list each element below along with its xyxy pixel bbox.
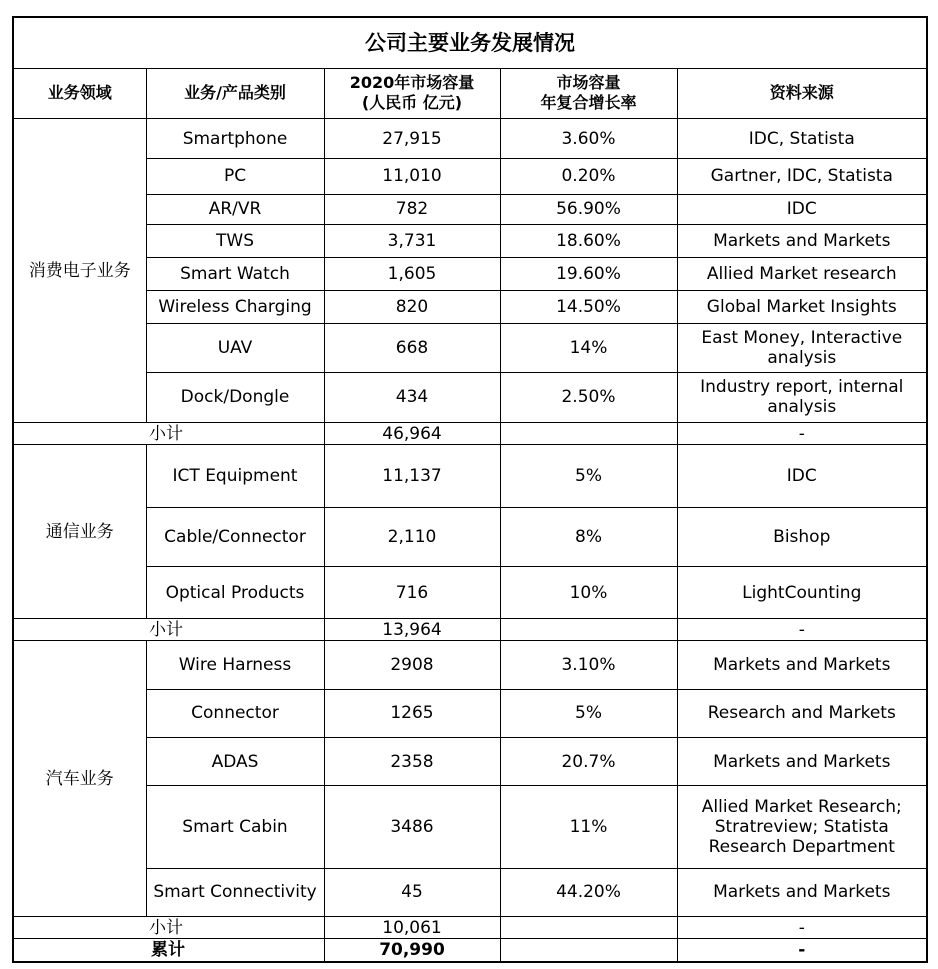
header-category: 业务/产品类别 — [146, 68, 324, 118]
table-row — [13, 257, 927, 290]
capacity-cell: 2358 — [324, 737, 500, 785]
capacity-cell: 782 — [324, 194, 500, 224]
cagr-cell: 14.50% — [500, 291, 677, 324]
capacity-cell: 820 — [324, 291, 500, 324]
category-cell: ICT Equipment — [146, 445, 324, 507]
table-row — [13, 194, 927, 224]
capacity-cell: 3486 — [324, 786, 500, 869]
total-label-text: 累计 — [151, 940, 185, 961]
cagr-cell: 20.7% — [500, 737, 677, 785]
source-cell: Gartner, IDC, Statista — [677, 159, 927, 194]
header-source: 资料来源 — [677, 68, 927, 118]
subtotal-capacity: 46,964 — [324, 423, 500, 445]
table-title-row — [13, 17, 927, 68]
subtotal-label-text: 小计 — [149, 917, 183, 938]
header-capacity-line2: (人民币 亿元) — [361, 93, 463, 113]
source-cell: Bishop — [677, 507, 927, 566]
source-cell: Global Market Insights — [677, 291, 927, 324]
subtotal-row — [13, 423, 927, 445]
source-cell: IDC, Statista — [677, 119, 927, 159]
category-cell: Connector — [146, 689, 324, 737]
source-cell: East Money, Interactive analysis — [677, 324, 927, 372]
category-cell: Cable/Connector — [146, 507, 324, 566]
capacity-cell: 716 — [324, 566, 500, 618]
table-row — [13, 689, 927, 737]
category-cell: AR/VR — [146, 194, 324, 224]
subtotal-cagr-empty — [500, 619, 677, 641]
table-row — [13, 566, 927, 618]
category-cell: Smart Cabin — [146, 786, 324, 869]
source-cell: IDC — [677, 445, 927, 507]
capacity-cell: 1265 — [324, 689, 500, 737]
capacity-cell: 45 — [324, 868, 500, 916]
cagr-cell: 11% — [500, 786, 677, 869]
cagr-cell: 56.90% — [500, 194, 677, 224]
category-cell: Wireless Charging — [146, 291, 324, 324]
total-cagr-empty — [500, 939, 677, 962]
cagr-cell: 0.20% — [500, 159, 677, 194]
subtotal-cagr-empty — [500, 423, 677, 445]
source-cell: Markets and Markets — [677, 737, 927, 785]
source-cell: IDC — [677, 194, 927, 224]
source-cell: Markets and Markets — [677, 868, 927, 916]
table-row — [13, 641, 927, 689]
total-label — [13, 939, 324, 962]
cagr-cell: 5% — [500, 689, 677, 737]
category-cell: ADAS — [146, 737, 324, 785]
subtotal-source: - — [677, 619, 927, 641]
header-capacity-line1: 2020年市场容量 — [349, 73, 475, 93]
segment-name: 消费电子业务 — [13, 119, 146, 423]
business-development-table — [12, 16, 928, 963]
category-cell: Optical Products — [146, 566, 324, 618]
table-row — [13, 159, 927, 194]
category-cell: Dock/Dongle — [146, 372, 324, 422]
source-cell: Research and Markets — [677, 689, 927, 737]
cagr-cell: 18.60% — [500, 224, 677, 257]
table-row — [13, 868, 927, 916]
source-cell: LightCounting — [677, 566, 927, 618]
cagr-cell: 3.60% — [500, 119, 677, 159]
source-cell: Allied Market Research; Stratreview; Statista Research Department — [677, 786, 927, 869]
total-row — [13, 939, 927, 962]
cagr-cell: 14% — [500, 324, 677, 372]
table-row — [13, 324, 927, 372]
capacity-cell: 11,137 — [324, 445, 500, 507]
cagr-cell: 3.10% — [500, 641, 677, 689]
table-title: 公司主要业务发展情况 — [13, 17, 927, 68]
subtotal-label — [13, 917, 324, 939]
subtotal-source: - — [677, 917, 927, 939]
subtotal-label-text: 小计 — [149, 423, 183, 444]
capacity-cell: 434 — [324, 372, 500, 422]
category-cell: Smart Watch — [146, 257, 324, 290]
cagr-cell: 10% — [500, 566, 677, 618]
table-row — [13, 507, 927, 566]
capacity-cell: 27,915 — [324, 119, 500, 159]
table-row — [13, 119, 927, 159]
category-cell: UAV — [146, 324, 324, 372]
subtotal-capacity: 13,964 — [324, 619, 500, 641]
subtotal-label — [13, 619, 324, 641]
category-cell: Smartphone — [146, 119, 324, 159]
subtotal-capacity: 10,061 — [324, 917, 500, 939]
subtotal-label — [13, 423, 324, 445]
subtotal-row — [13, 619, 927, 641]
table-row — [13, 291, 927, 324]
table-row — [13, 786, 927, 869]
total-capacity: 70,990 — [324, 939, 500, 962]
header-cagr — [500, 68, 677, 118]
cagr-cell: 5% — [500, 445, 677, 507]
source-cell: Markets and Markets — [677, 641, 927, 689]
segment-name: 汽车业务 — [13, 641, 146, 917]
cagr-cell: 44.20% — [500, 868, 677, 916]
cagr-cell: 19.60% — [500, 257, 677, 290]
subtotal-label-text: 小计 — [149, 619, 183, 640]
capacity-cell: 668 — [324, 324, 500, 372]
subtotal-row — [13, 917, 927, 939]
source-cell: Allied Market research — [677, 257, 927, 290]
capacity-cell: 11,010 — [324, 159, 500, 194]
cagr-cell: 2.50% — [500, 372, 677, 422]
cagr-cell: 8% — [500, 507, 677, 566]
capacity-cell: 2,110 — [324, 507, 500, 566]
capacity-cell: 3,731 — [324, 224, 500, 257]
table-row — [13, 445, 927, 507]
category-cell: Smart Connectivity — [146, 868, 324, 916]
source-cell: Markets and Markets — [677, 224, 927, 257]
table-row — [13, 737, 927, 785]
subtotal-cagr-empty — [500, 917, 677, 939]
capacity-cell: 1,605 — [324, 257, 500, 290]
capacity-cell: 2908 — [324, 641, 500, 689]
total-source: - — [677, 939, 927, 962]
header-cagr-line1: 市场容量 — [556, 73, 621, 93]
table-row — [13, 224, 927, 257]
header-capacity — [324, 68, 500, 118]
subtotal-source: - — [677, 423, 927, 445]
category-cell: Wire Harness — [146, 641, 324, 689]
header-row — [13, 68, 927, 118]
header-cagr-line2: 年复合增长率 — [540, 93, 637, 113]
table-row — [13, 372, 927, 422]
header-domain: 业务领域 — [13, 68, 146, 118]
source-cell: Industry report, internal analysis — [677, 372, 927, 422]
category-cell: PC — [146, 159, 324, 194]
category-cell: TWS — [146, 224, 324, 257]
segment-name: 通信业务 — [13, 445, 146, 619]
